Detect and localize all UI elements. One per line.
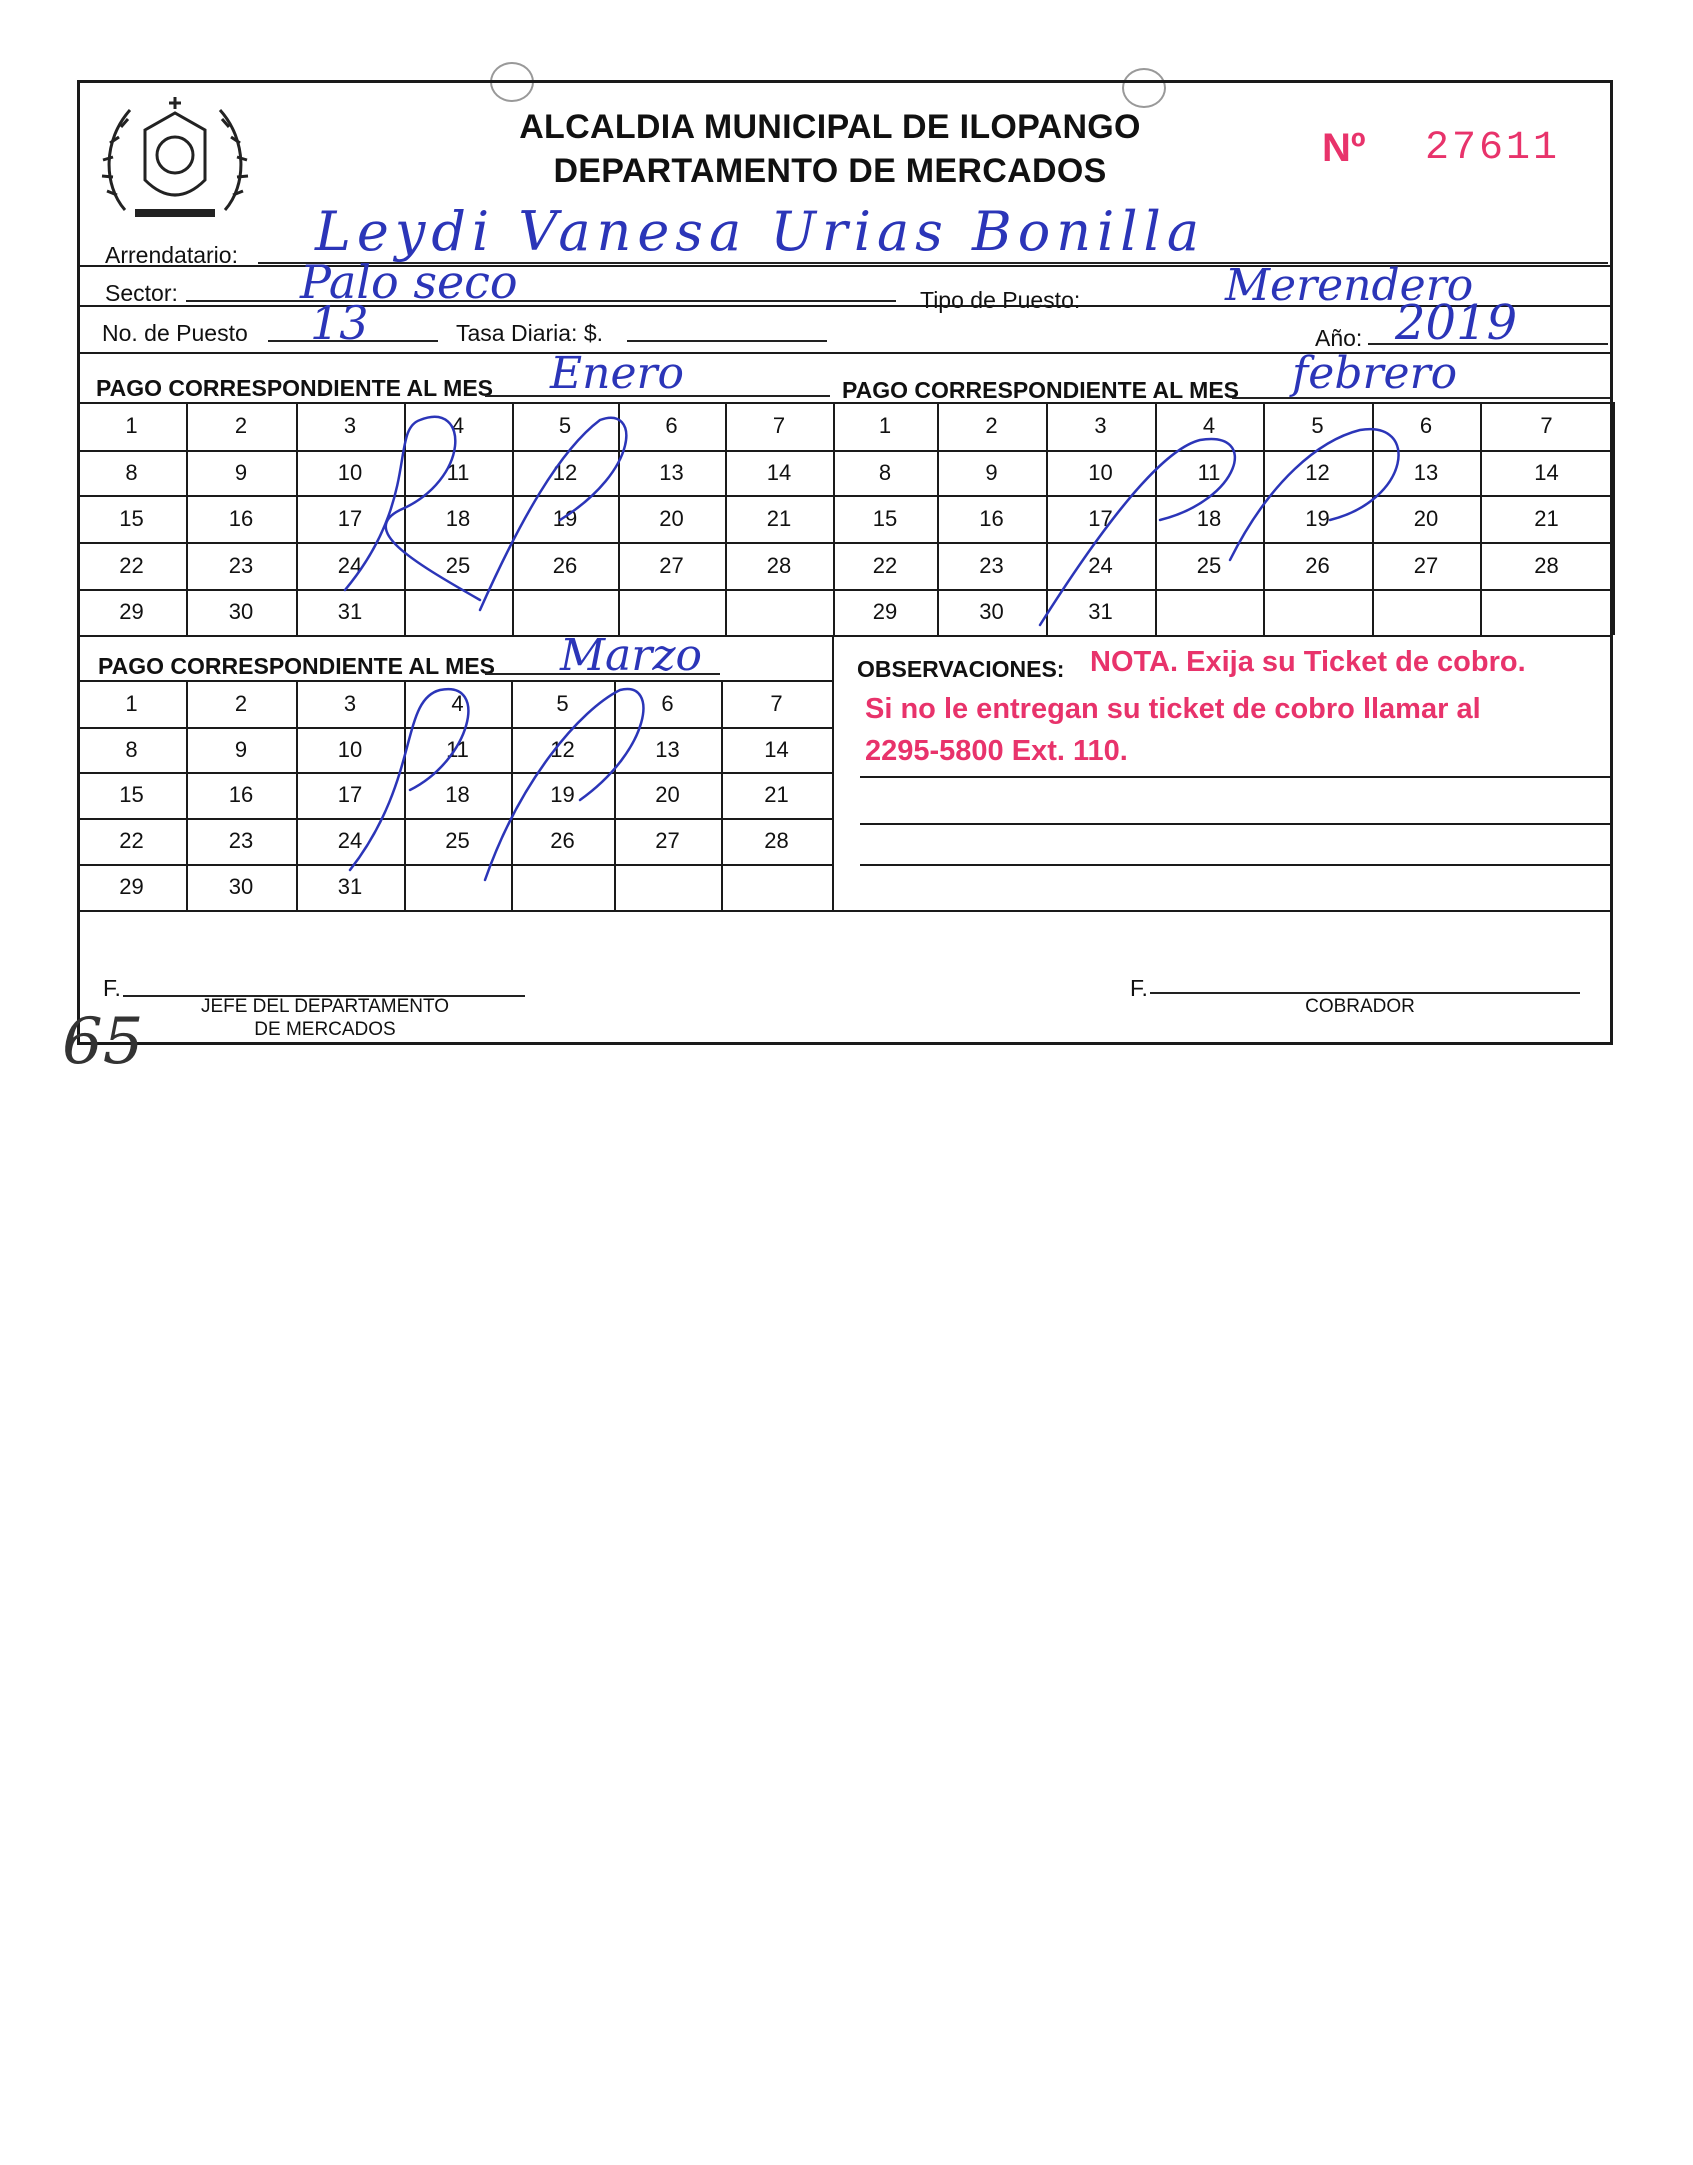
day-cell-1-28: 28 [766, 552, 792, 578]
day-cell-1-31: 31 [337, 599, 363, 624]
day-cell-3-4: 4 [451, 690, 464, 716]
day-cell-3-14: 14 [764, 736, 789, 762]
day-cell-3-2: 2 [234, 690, 248, 716]
day-cell-2-5: 5 [1311, 413, 1324, 438]
day-cell-2-23: 23 [979, 552, 1004, 578]
day-cell-1-23: 23 [228, 552, 254, 578]
day-cell-1-26: 26 [552, 552, 578, 578]
day-cell-3-8: 8 [125, 736, 138, 762]
sector-label: Sector: [105, 280, 178, 306]
day-cell-3-12: 12 [550, 736, 575, 762]
arrendatario-value: Leydi Vanesa Urias Bonilla [315, 200, 1206, 263]
day-cell-3-6: 6 [661, 690, 674, 716]
title-line-2: DEPARTAMENTO DE MERCADOS [553, 152, 1107, 190]
day-cell-3-19: 19 [550, 782, 575, 807]
signature-right-caption: COBRADOR [1305, 996, 1415, 1017]
day-cell-3-27: 27 [655, 828, 680, 853]
signature-left-prefix: F. [103, 975, 121, 1001]
day-cell-1-7: 7 [772, 413, 786, 438]
day-cell-1-24: 24 [337, 552, 363, 578]
day-cell-3-3: 3 [343, 690, 357, 716]
month-value-3: Marzo [560, 630, 702, 681]
puesto-label: No. de Puesto [102, 320, 248, 346]
day-cell-1-9: 9 [234, 459, 248, 485]
day-cell-2-18: 18 [1196, 505, 1222, 531]
month-label-3: PAGO CORRESPONDIENTE AL MES [98, 653, 496, 679]
note-line-1: NOTA. Exija su Ticket de cobro. [1090, 646, 1526, 678]
day-cell-2-8: 8 [878, 459, 892, 485]
day-cell-2-22: 22 [872, 552, 898, 578]
day-cell-3-31: 31 [337, 874, 363, 899]
arrendatario-label: Arrendatario: [105, 242, 238, 268]
form-number-prefix: Nº [1322, 126, 1366, 170]
day-cell-1-30: 30 [228, 599, 254, 624]
month-label-1: PAGO CORRESPONDIENTE AL MES [96, 375, 494, 401]
day-cell-3-23: 23 [228, 828, 254, 853]
day-cell-1-15: 15 [119, 505, 144, 531]
signature-left-caption-2: DE MERCADOS [254, 1019, 396, 1040]
tipo-puesto-value: Merendero [1225, 260, 1474, 311]
day-cell-3-30: 30 [228, 874, 254, 899]
day-cell-1-10: 10 [337, 459, 363, 485]
anio-label: Año: [1315, 325, 1363, 351]
day-cell-3-16: 16 [228, 782, 254, 807]
title-line-1: ALCALDIA MUNICIPAL DE ILOPANGO [519, 108, 1141, 146]
form-number: 27611 [1425, 126, 1561, 171]
day-cell-2-24: 24 [1088, 552, 1113, 578]
anio-value: 2019 [1395, 295, 1518, 351]
day-cell-1-16: 16 [228, 505, 254, 531]
note-line-2: Si no le entregan su ticket de cobro llamar al [865, 693, 1481, 725]
day-cell-3-13: 13 [655, 736, 680, 762]
tipo-puesto-label: Tipo de Puesto: [920, 287, 1081, 313]
day-cell-1-2: 2 [234, 413, 248, 438]
day-cell-3-28: 28 [764, 828, 789, 853]
day-cell-3-18: 18 [445, 782, 470, 807]
day-cell-2-16: 16 [979, 505, 1004, 531]
day-cell-2-9: 9 [985, 459, 998, 485]
day-cell-3-22: 22 [119, 828, 144, 853]
day-cell-2-13: 13 [1413, 459, 1439, 485]
day-cell-3-11: 11 [446, 736, 469, 762]
tasa-diaria-label: Tasa Diaria: $. [456, 320, 604, 346]
observaciones-label: OBSERVACIONES: [857, 656, 1065, 682]
day-cell-3-17: 17 [337, 782, 363, 807]
day-cell-1-1: 1 [125, 413, 138, 438]
day-cell-3-7: 7 [770, 690, 783, 716]
day-cell-3-26: 26 [550, 828, 575, 853]
day-cell-1-11: 11 [446, 459, 470, 485]
day-cell-1-21: 21 [766, 505, 792, 531]
day-cell-2-17: 17 [1088, 505, 1113, 531]
day-cell-2-29: 29 [872, 599, 898, 624]
day-cell-1-4: 4 [451, 413, 465, 438]
day-cell-2-21: 21 [1534, 505, 1559, 531]
day-cell-2-7: 7 [1540, 413, 1553, 438]
month-label-2: PAGO CORRESPONDIENTE AL MES [842, 377, 1240, 403]
day-cell-2-25: 25 [1196, 552, 1222, 578]
day-cell-1-19: 19 [552, 505, 578, 531]
puesto-value: 13 [310, 296, 369, 350]
day-cell-2-14: 14 [1534, 459, 1559, 485]
day-cell-2-15: 15 [872, 505, 898, 531]
day-cell-1-6: 6 [665, 413, 678, 438]
signature-right-prefix: F. [1130, 975, 1148, 1001]
day-cell-3-15: 15 [119, 782, 144, 807]
day-cell-2-27: 27 [1413, 552, 1439, 578]
day-cell-2-3: 3 [1094, 413, 1107, 438]
day-cell-3-21: 21 [764, 782, 789, 807]
day-cell-1-5: 5 [558, 413, 572, 438]
day-cell-1-22: 22 [119, 552, 144, 578]
day-cell-3-29: 29 [119, 874, 144, 899]
day-cell-2-26: 26 [1305, 552, 1330, 578]
day-cell-1-8: 8 [125, 459, 138, 485]
day-cell-1-3: 3 [343, 413, 357, 438]
day-cell-3-25: 25 [445, 828, 470, 853]
day-cell-2-31: 31 [1088, 599, 1113, 624]
day-cell-1-17: 17 [337, 505, 363, 531]
day-cell-1-13: 13 [659, 459, 684, 485]
day-cell-2-6: 6 [1419, 413, 1433, 438]
sector-value: Palo seco [300, 255, 518, 309]
day-cell-2-30: 30 [979, 599, 1004, 624]
note-line-3: 2295-5800 Ext. 110. [865, 735, 1128, 767]
day-cell-1-29: 29 [119, 599, 144, 624]
day-cell-1-27: 27 [659, 552, 684, 578]
day-cell-2-11: 11 [1197, 459, 1221, 485]
month-value-1: Enero [550, 348, 685, 399]
day-cell-2-28: 28 [1534, 552, 1559, 578]
day-cell-3-20: 20 [655, 782, 680, 807]
day-cell-1-14: 14 [766, 459, 792, 485]
day-cell-2-1: 1 [878, 413, 892, 438]
day-cell-3-5: 5 [556, 690, 569, 716]
day-cell-2-10: 10 [1088, 459, 1113, 485]
day-cell-3-24: 24 [337, 828, 363, 853]
day-cell-2-4: 4 [1202, 413, 1216, 438]
day-cell-2-2: 2 [985, 413, 998, 438]
day-cell-3-1: 1 [125, 690, 138, 716]
day-cell-2-20: 20 [1413, 505, 1439, 531]
day-cell-1-18: 18 [445, 505, 471, 531]
day-cell-3-10: 10 [337, 736, 363, 762]
day-cell-2-19: 19 [1305, 505, 1330, 531]
margin-note: 65 [62, 1005, 144, 1079]
day-cell-1-20: 20 [659, 505, 684, 531]
day-cell-1-12: 12 [552, 459, 578, 485]
signature-left-caption-1: JEFE DEL DEPARTAMENTO [200, 996, 450, 1017]
day-cell-1-25: 25 [445, 552, 471, 578]
month-value-2: febrero [1292, 348, 1458, 399]
day-cell-3-9: 9 [234, 736, 248, 762]
day-cell-2-12: 12 [1305, 459, 1330, 485]
